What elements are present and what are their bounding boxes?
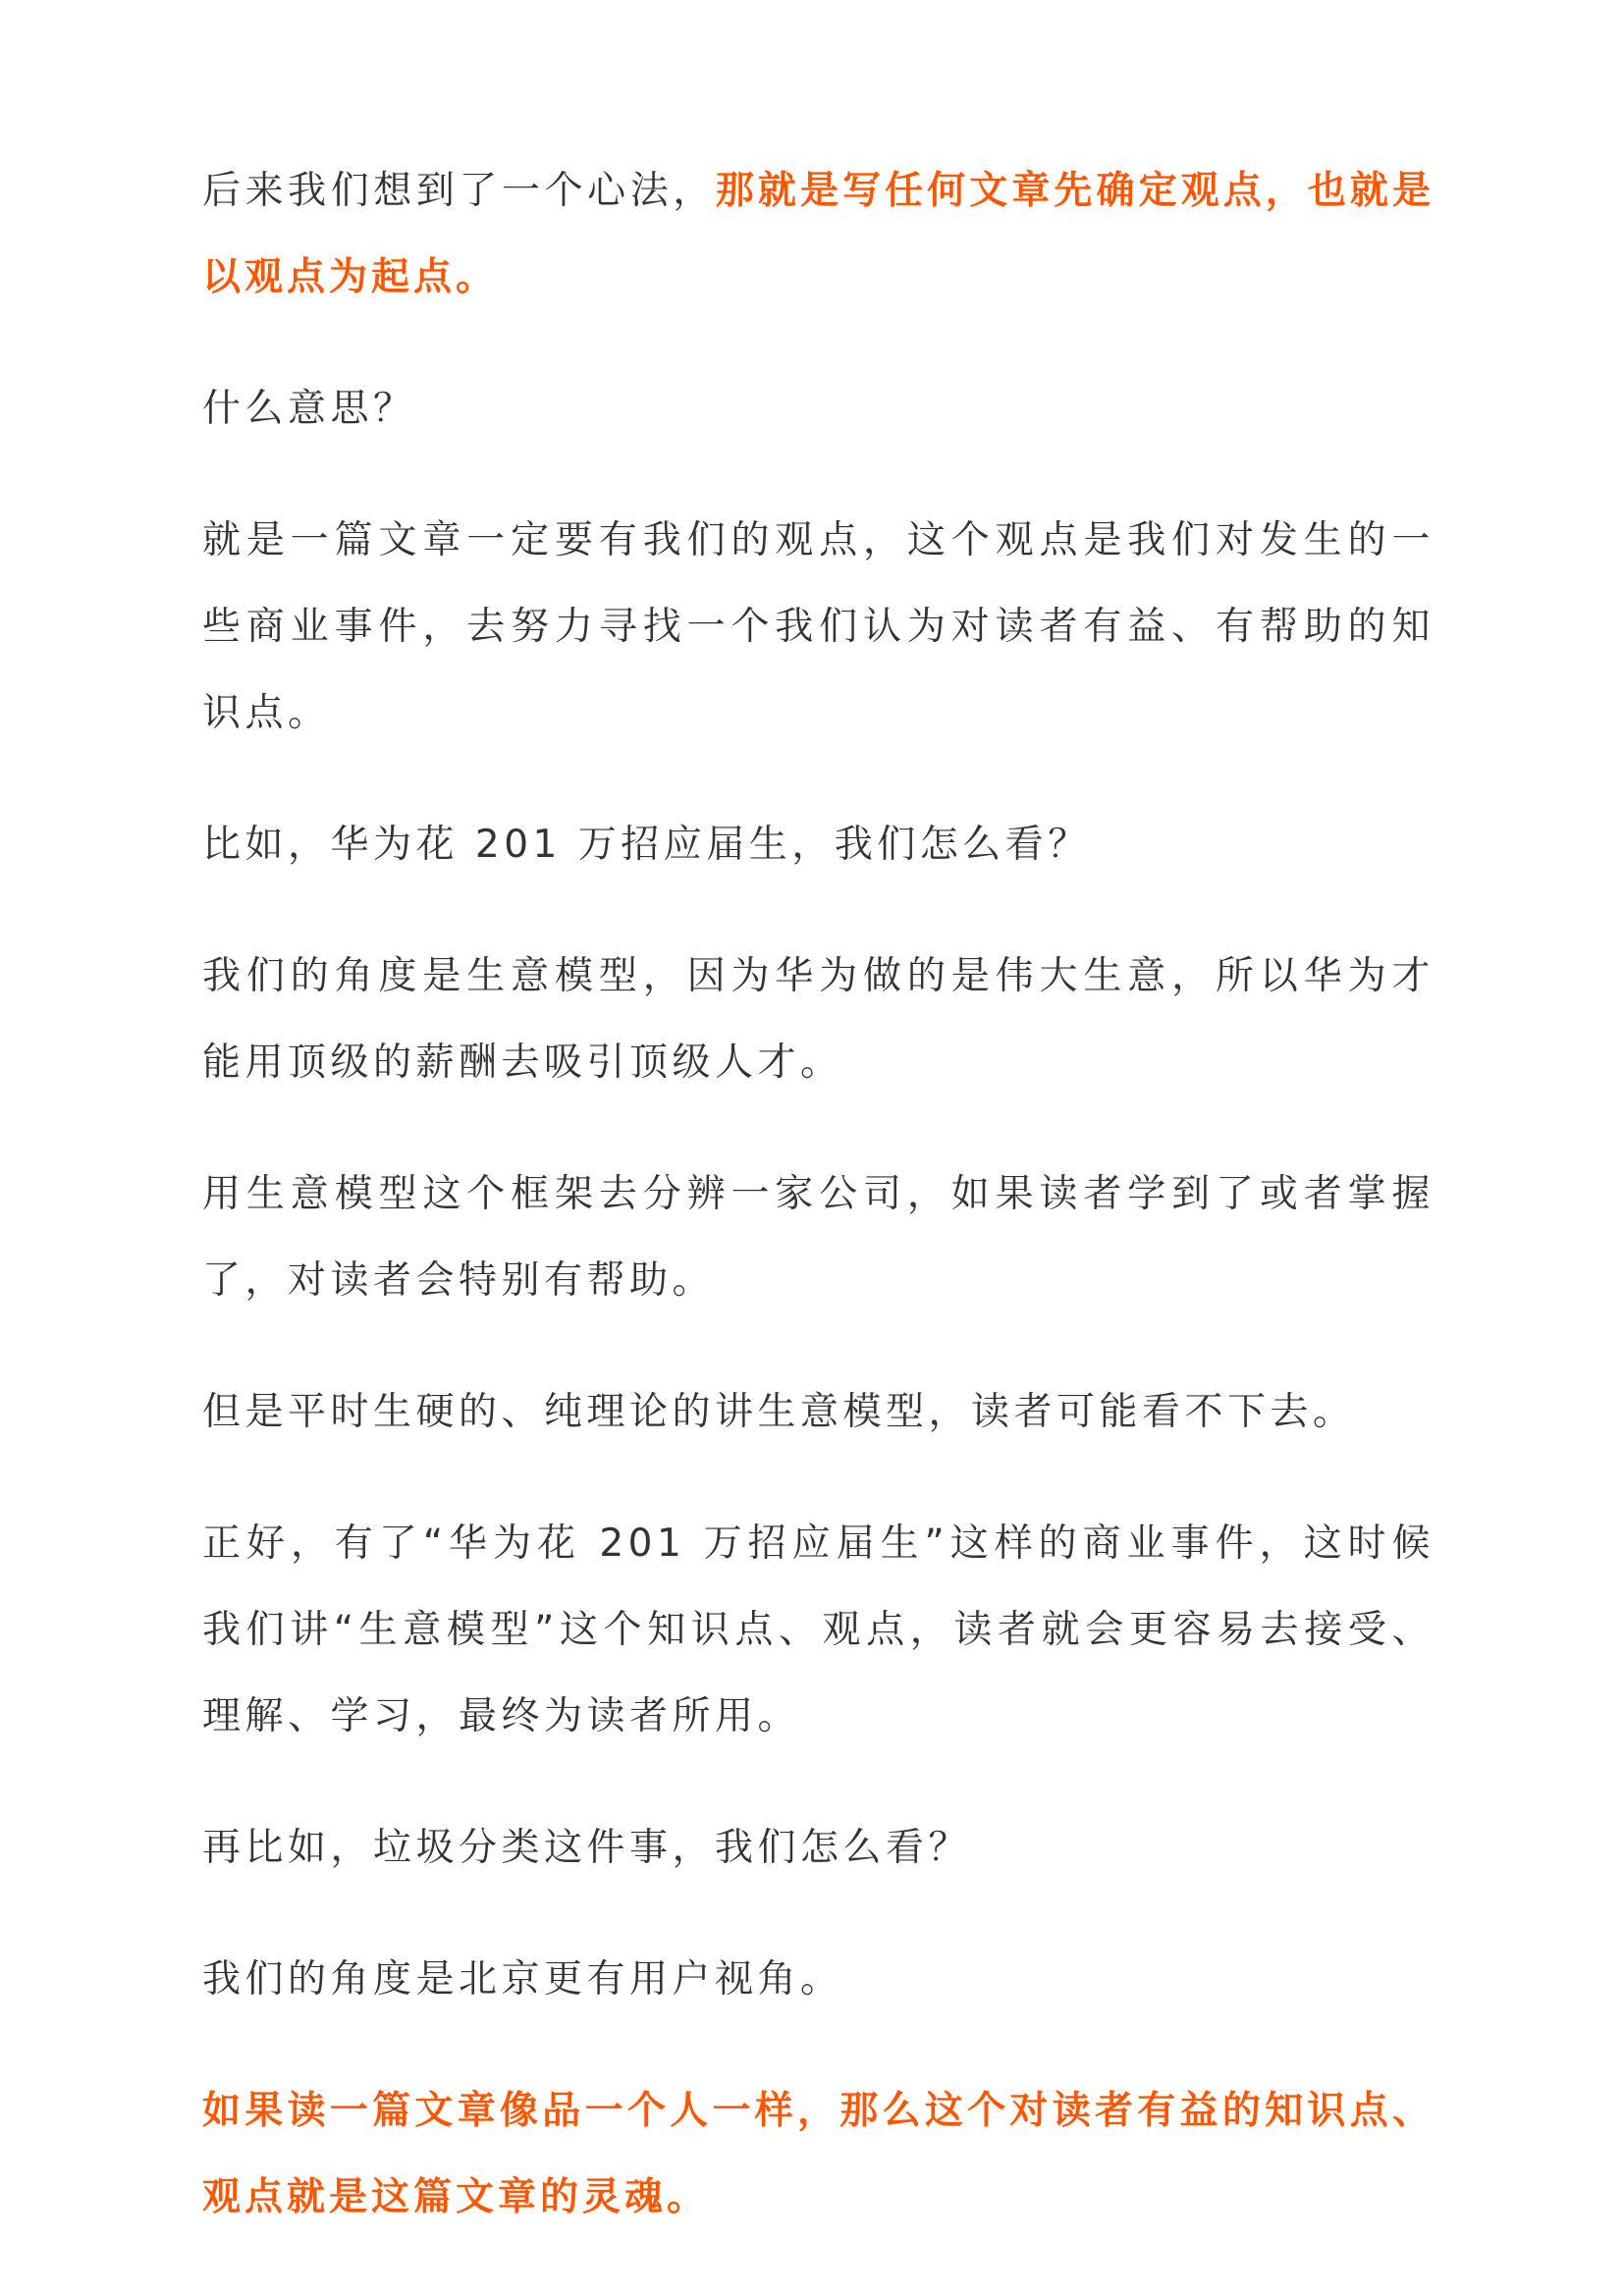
paragraph-conclusion — [202, 2068, 1435, 2241]
paragraph-text: 正好，有了“华为花 201 万招应届生”这样的商业事件，这时候我们讲“生意模型”这个知识点、观点，读者就会更容易去接受、理解、学习，最终为读者所用。 — [202, 1522, 1435, 1738]
paragraph-text: 什么意思？ — [202, 387, 416, 431]
paragraph-text: 就是一篇文章一定要有我们的观点，这个观点是我们对发生的一些商业事件，去努力寻找一个我们认为对读者有益、有帮助的知识点。 — [202, 518, 1435, 735]
paragraph-text: 我们的角度是生意模型，因为华为做的是伟大生意，所以华为才能用顶级的薪酬去吸引顶级人才。 — [202, 954, 1435, 1085]
paragraph-huawei-example — [202, 802, 1435, 888]
paragraph-text: 后来我们想到了一个心法， — [202, 169, 716, 213]
paragraph-text: 用生意模型这个框架去分辨一家公司，如果读者学到了或者掌握了，对读者会特别有帮助。 — [202, 1172, 1435, 1303]
paragraph-text: 再比如，垃圾分类这件事，我们怎么看？ — [202, 1826, 972, 1870]
paragraph-theory-problem — [202, 1369, 1435, 1456]
paragraph-event-opportunity — [202, 1501, 1435, 1760]
paragraph-text: 我们的角度是北京更有用户视角。 — [202, 1957, 843, 2002]
paragraph-text: 但是平时生硬的、纯理论的讲生意模型，读者可能看不下去。 — [202, 1390, 1356, 1434]
article-body — [202, 148, 1435, 2286]
paragraph-question — [202, 366, 1435, 453]
paragraph-explanation — [202, 498, 1435, 757]
paragraph-garbage-example — [202, 1805, 1435, 1892]
highlighted-text: 如果读一篇文章像品一个人一样，那么这个对读者有益的知识点、观点就是这篇文章的灵魂。 — [202, 2089, 1435, 2219]
paragraph-mental-method — [202, 148, 1435, 321]
highlighted-text: 那就是写任何文章先确定观点，也就是以观点为起点。 — [202, 169, 1435, 299]
paragraph-framework-benefit — [202, 1151, 1435, 1324]
paragraph-business-model-angle — [202, 934, 1435, 1106]
paragraph-beijing-angle — [202, 1937, 1435, 2023]
paragraph-text: 比如，华为花 201 万招应届生，我们怎么看？ — [202, 823, 1091, 867]
